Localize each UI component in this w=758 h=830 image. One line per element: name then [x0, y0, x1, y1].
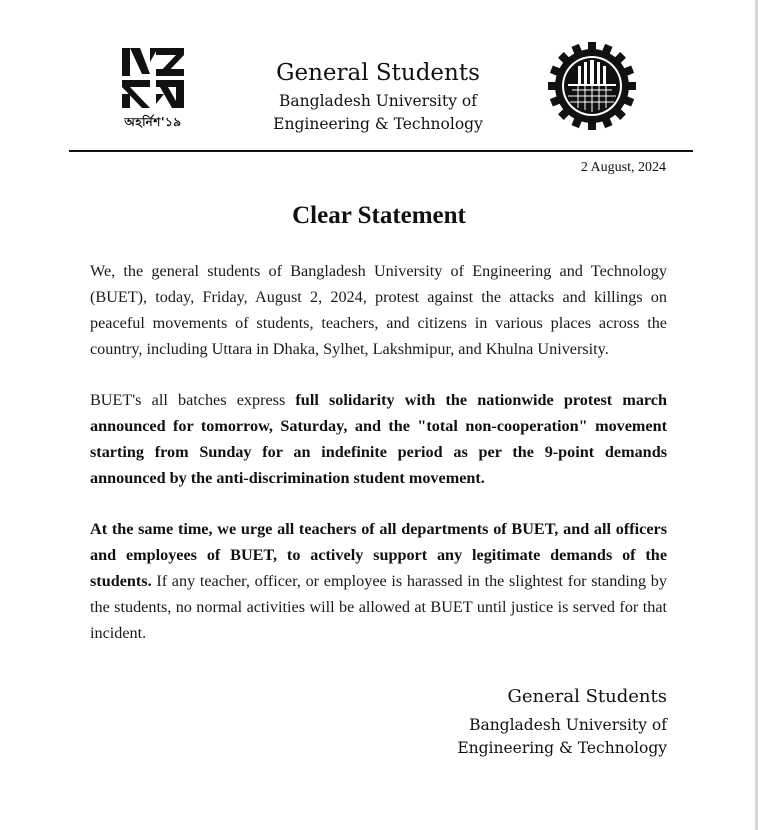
statement-body — [90, 258, 667, 671]
paragraph-3-normal: If any teacher, officer, or employee is harassed in the slightest for standing by the students, no normal activities will be allowed at BUET until justice is served for that incident. — [90, 572, 667, 642]
signature-line1: Bangladesh University of — [469, 716, 667, 734]
paragraph-2 — [90, 387, 667, 491]
document-date: 2 August, 2024 — [580, 160, 666, 175]
letterhead — [0, 0, 758, 152]
signature-title: General Students — [507, 686, 667, 707]
paragraph-3-bold: At the same time, we urge all teachers of all departments of BUET, and all officers and employees of BUET, to actively support any legitimate demands of the students. — [90, 520, 667, 590]
logo-caption: অহর্নিশ'১৯ — [124, 115, 182, 129]
header-divider — [69, 150, 693, 152]
paragraph-2-normal: BUET's all batches express — [90, 391, 296, 409]
monogram-logo-icon — [120, 46, 186, 110]
university-name-line1: Bangladesh University of — [279, 92, 477, 110]
university-name-line2: Engineering & Technology — [273, 115, 483, 133]
paragraph-2-bold: full solidarity with the nationwide protest march announced for tomorrow, Saturday, and the "total non-cooperation" movement starting from Sunday for an indefinite period as per the 9-point demands announced by the anti-discrimination student movement. — [90, 391, 667, 487]
paragraph-1: We, the general students of Bangladesh University of Engineering and Technology (BUET), today, Friday, August 2, 2024, protest against the attacks and killings on peaceful movements of students, teachers, and citizens in various places across the country, including Uttara in Dhaka, Sylhet, Lakshmipur, and Khulna University. — [90, 262, 667, 358]
organization-title: General Students — [276, 60, 480, 86]
document-title: Clear Statement — [292, 202, 466, 229]
right-logo — [548, 42, 636, 134]
signature-line2: Engineering & Technology — [457, 739, 667, 757]
letterhead-center — [248, 58, 508, 136]
signature-block — [457, 684, 667, 760]
paragraph-3 — [90, 516, 667, 646]
left-logo — [120, 46, 186, 134]
gear-seal-logo-icon — [548, 42, 636, 130]
